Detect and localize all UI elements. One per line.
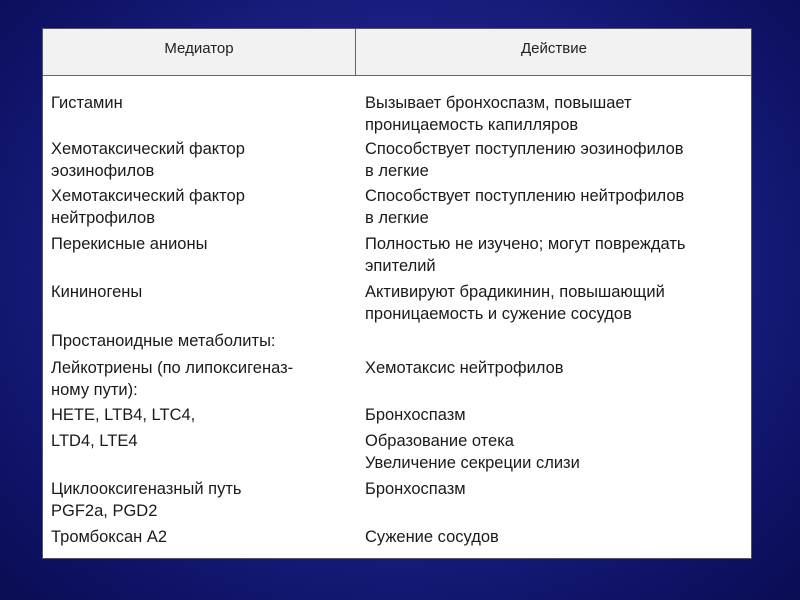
mediator-cell: Хемотаксический фактор нейтрофилов (51, 187, 245, 227)
header-mediator: Медиатор (164, 40, 234, 57)
action-cell: Образование отека Увеличение секреции слизи (365, 432, 580, 472)
mediator-cell: Хемотаксический фактор эозинофилов (51, 140, 245, 180)
mediator-cell: Гистамин (51, 94, 123, 112)
action-cell: Хемотаксис нейтрофилов (365, 359, 564, 377)
table-header (43, 29, 751, 76)
action-cell: Бронхоспазм (365, 480, 466, 498)
mediator-cell: Кининогены (51, 283, 143, 301)
mediator-cell: Циклооксигеназный путь PGF2a, PGD2 (51, 480, 242, 520)
mediator-cell: Тромбоксан A2 (51, 528, 167, 546)
header-action: Действие (355, 29, 752, 75)
action-cell: Полностью не изучено; могут повреждать эпителий (365, 235, 686, 275)
action-cell: Активируют брадикинин, повышающий проницаемость и сужение сосудов (365, 283, 665, 323)
action-cell: Бронхоспазм (365, 406, 466, 424)
mediator-cell: Лейкотриены (по липоксигеназ- ному пути): (51, 359, 294, 399)
mediator-cell: Простаноидные метаболиты: (51, 332, 276, 350)
mediator-cell: LTD4, LTE4 (51, 432, 138, 450)
action-cell: Способствует поступлению нейтрофилов в легкие (365, 187, 685, 227)
action-cell: Способствует поступлению эозинофилов в легкие (365, 140, 684, 180)
mediator-table (42, 28, 752, 559)
mediator-cell: HETE, LTB4, LTC4, (51, 406, 196, 424)
action-cell: Сужение сосудов (365, 528, 499, 546)
action-cell: Вызывает бронхоспазм, повышает проницаемость капилляров (365, 94, 632, 134)
mediator-cell: Перекисные анионы (51, 235, 208, 253)
